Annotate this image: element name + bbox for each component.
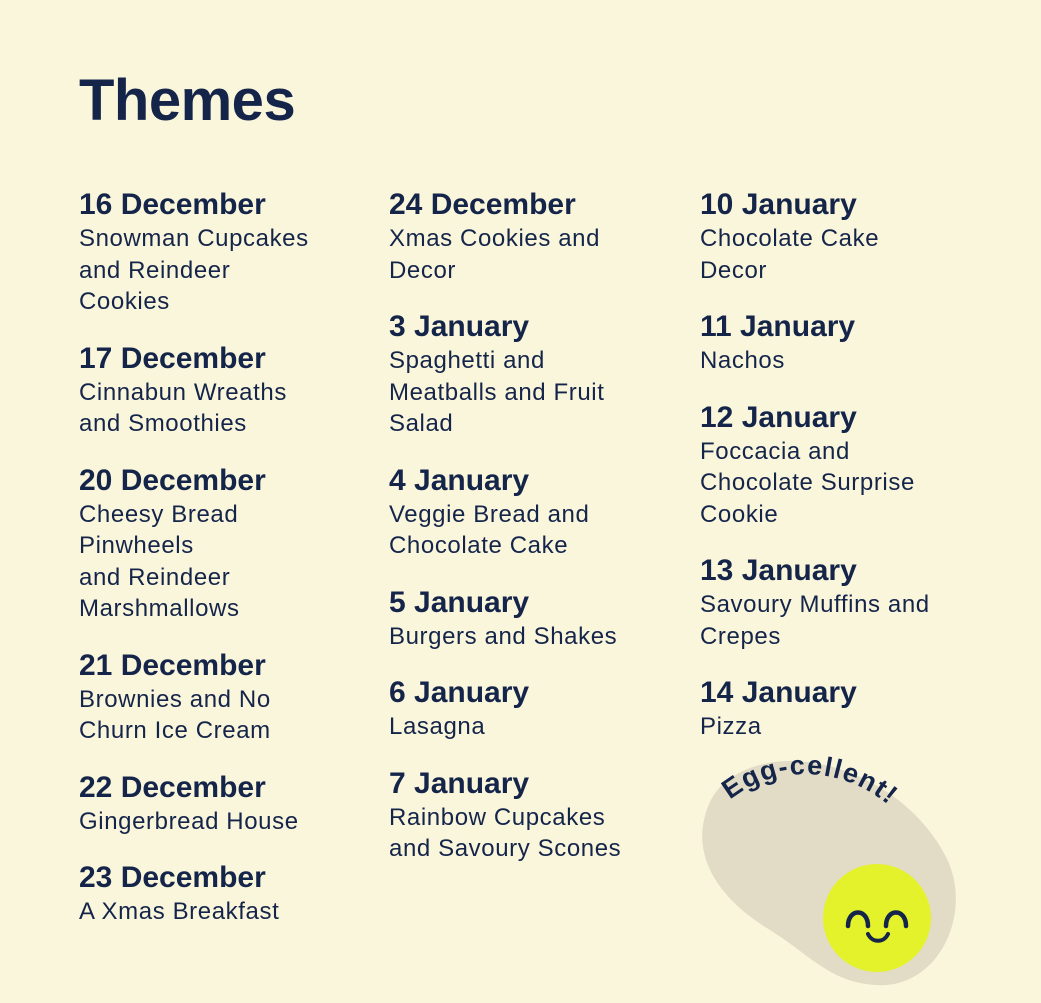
- theme-entry: [700, 190, 1000, 286]
- sticker-text: Egg-cellent!: [716, 750, 905, 811]
- theme-description: Nachos: [700, 347, 785, 374]
- theme-description: Burgers and Shakes: [389, 622, 618, 650]
- theme-date: 21 December: [79, 648, 266, 682]
- theme-entry: [389, 766, 689, 865]
- theme-description: Veggie Bread and Chocolate Cake: [389, 500, 590, 559]
- theme-date: 10 January: [700, 188, 857, 221]
- theme-entry: [700, 400, 1000, 531]
- theme-entry: [700, 312, 1000, 377]
- themes-column-2: [389, 190, 689, 891]
- theme-description: Savoury Muffins and Crepes: [700, 591, 930, 650]
- theme-entry: [700, 556, 1000, 652]
- theme-date: 11 January: [700, 310, 856, 343]
- page-title: Themes: [79, 68, 296, 133]
- theme-date: 14 January: [700, 676, 857, 709]
- theme-description: Brownies and No Churn Ice Cream: [79, 685, 271, 744]
- themes-column-3: [700, 190, 1000, 769]
- theme-date: 17 December: [79, 341, 266, 375]
- theme-entry: [79, 463, 369, 625]
- theme-entry: [389, 678, 689, 743]
- theme-date: 3 January: [389, 310, 530, 343]
- theme-entry: [389, 585, 689, 653]
- theme-entry: [79, 770, 369, 838]
- theme-entry: [79, 648, 369, 747]
- theme-date: 22 December: [79, 770, 266, 804]
- themes-column-1: [79, 190, 369, 954]
- theme-description: Rainbow Cupcakes and Savoury Scones: [389, 803, 622, 862]
- theme-entry: [389, 312, 689, 440]
- theme-description: Snowman Cupcakes and Reindeer Cookies: [79, 225, 309, 315]
- theme-description: Lasagna: [389, 713, 486, 740]
- theme-date: 24 December: [389, 188, 576, 221]
- theme-date: 23 December: [79, 861, 266, 894]
- theme-description: Cheesy Bread Pinwheels and Reindeer Marshmallows: [79, 500, 240, 622]
- theme-description: A Xmas Breakfast: [79, 898, 280, 925]
- theme-description: Pizza: [700, 713, 762, 740]
- smiley-face-icon: [823, 864, 931, 972]
- theme-description: Xmas Cookies and Decor: [389, 225, 601, 284]
- theme-entry: [389, 190, 689, 286]
- theme-entry: [79, 190, 369, 318]
- theme-description: Chocolate Cake Decor: [700, 225, 880, 284]
- theme-entry: [79, 863, 369, 928]
- theme-entry: [389, 463, 689, 562]
- theme-date: 4 January: [389, 463, 530, 497]
- theme-entry: [79, 341, 369, 440]
- theme-date: 6 January: [389, 676, 530, 709]
- theme-date: 7 January: [389, 766, 530, 800]
- theme-date: 5 January: [389, 585, 530, 619]
- theme-description: Gingerbread House: [79, 807, 299, 835]
- theme-date: 13 January: [700, 554, 857, 587]
- theme-date: 12 January: [700, 400, 857, 434]
- theme-entry: [700, 678, 1000, 743]
- theme-description: Cinnabun Wreaths and Smoothies: [79, 378, 287, 437]
- theme-date: 20 December: [79, 463, 266, 497]
- theme-description: Foccacia and Chocolate Surprise Cookie: [700, 437, 915, 528]
- egg-cellent-sticker: [690, 750, 980, 995]
- theme-description: Spaghetti and Meatballs and Fruit Salad: [389, 347, 605, 437]
- theme-date: 16 December: [79, 188, 266, 221]
